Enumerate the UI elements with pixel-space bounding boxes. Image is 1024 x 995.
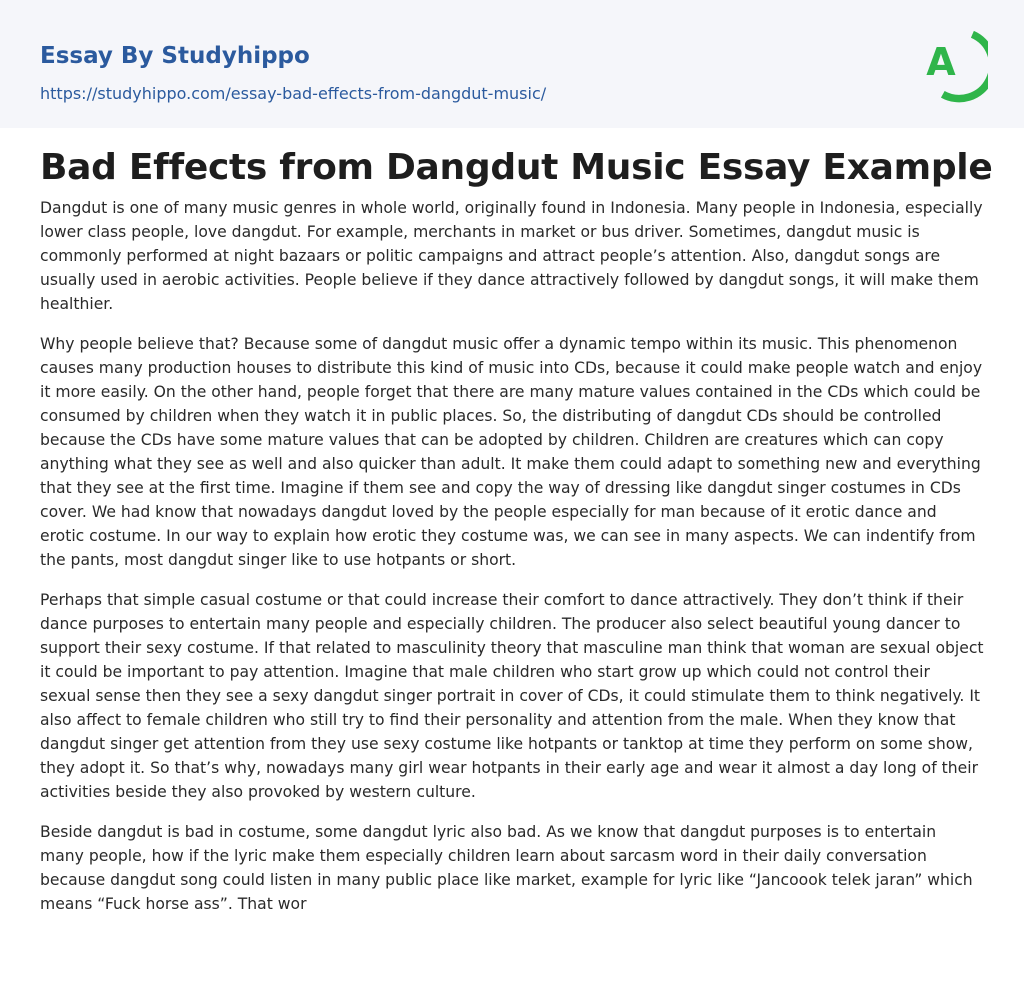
studyhippo-logo-icon[interactable] — [910, 18, 988, 106]
site-brand[interactable]: Essay By Studyhippo — [40, 43, 310, 69]
article-paragraph-4: Beside dangdut is bad in costume, some dangdut lyric also bad. As we know that dangdut purposes is to entertain many people, how if the lyric make them especially children learn about sarcasm word in their daily conversation because dangdut song could listen in many public place like market, example for lyric like “Jancoook telek jaran” which means “Fuck horse ass”. That wor — [40, 823, 973, 913]
site-header — [0, 0, 1024, 128]
logo-letter: A — [926, 40, 956, 84]
page-title: Bad Effects from Dangdut Music Essay Example — [40, 147, 993, 188]
source-url-link[interactable]: https://studyhippo.com/essay-bad-effects-from-dangdut-music/ — [40, 84, 547, 103]
article-paragraph-1: Dangdut is one of many music genres in whole world, originally found in Indonesia. Many people in Indonesia, especially lower class people, love dangdut. For example, merchants in market or bus driver. Sometimes, dangdut music is commonly performed at night bazaars or politic campaigns and attract people’s attention. Also, dangdut songs are usually used in aerobic activities. People believe if they dance attractively followed by dangdut songs, it will make them healthier. — [40, 199, 983, 313]
article-paragraph-2: Why people believe that? Because some of dangdut music offer a dynamic tempo within its music. This phenomenon causes many production houses to distribute this kind of music into CDs, because it could make people watch and enjoy it more easily. On the other hand, people forget that there are many mature values contained in the CDs which could be consumed by children when they watch it in public places. So, the distributing of dangdut CDs should be controlled because the CDs have some mature values that can be adopted by children. Children are creatures which can copy anything what they see as well and also quicker than adult. It make them could adapt to something new and everything that they see at the first time. Imagine if them see and copy the way of dressing like dangdut singer costumes in CDs cover. We had know that nowadays dangdut loved by the people especially for man because of it erotic dance and erotic costume. In our way to explain how erotic they costume was, we can see in many aspects. We can indentify from the pants, most dangdut singer like to use hotpants or short. — [40, 335, 983, 569]
article — [40, 146, 993, 932]
article-paragraph-3: Perhaps that simple casual costume or that could increase their comfort to dance attractively. They don’t think if their dance purposes to entertain many people and especially children. The producer also select beautiful young dancer to support their sexy costume. If that related to masculinity theory that masculine man think that woman are sexual object it could be important to pay attention. Imagine that male children who start grow up which could not control their sexual sense then they see a sexy dangdut singer portrait in cover of CDs, it could stimulate them to think negatively. It also affect to female children who still try to find their personality and attention from the male. When they know that dangdut singer get attention from they use sexy costume like hotpants or tanktop at time they perform on some show, they adopt it. So that’s why, nowadays many girl wear hotpants in their early age and wear it almost a day long of their activities beside they also provoked by western culture. — [40, 591, 984, 801]
